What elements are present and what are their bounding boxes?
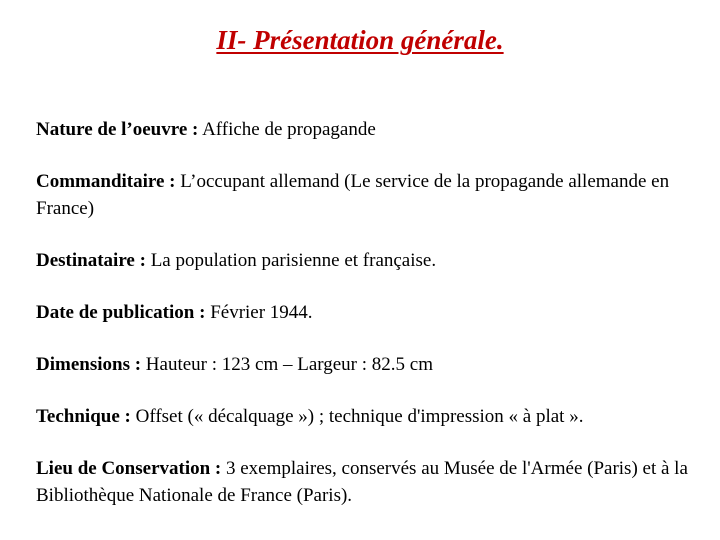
info-item-nature [36, 116, 696, 143]
info-value: Offset (« décalquage ») ; technique d'impression « à plat ». [135, 406, 584, 427]
info-value: Février 1944. [210, 302, 313, 323]
info-item-date [36, 299, 696, 326]
info-label: Commanditaire : [36, 171, 176, 192]
page-title: II- Présentation générale. [216, 25, 504, 55]
info-item-conservation [36, 455, 696, 509]
info-item-dimensions [36, 351, 696, 378]
info-item-commanditaire [36, 168, 696, 222]
info-value: Affiche de propagande [202, 119, 376, 140]
info-item-destinataire [36, 247, 696, 274]
info-label: Dimensions : [36, 354, 142, 375]
info-list [36, 116, 696, 534]
info-item-technique [36, 403, 696, 430]
info-value: 3 exemplaires, conservés au Musée de l'Armée (Paris) et à la Bibliothèque Nationale de France (Paris). [36, 458, 688, 506]
info-label: Technique : [36, 406, 131, 427]
info-label: Destinataire : [36, 250, 146, 271]
info-label: Lieu de Conservation : [36, 458, 222, 479]
info-value: La population parisienne et française. [150, 250, 437, 271]
info-label: Date de publication : [36, 302, 206, 323]
info-label: Nature de l’oeuvre : [36, 119, 199, 140]
info-value: Hauteur : 123 cm – Largeur : 82.5 cm [145, 354, 434, 375]
info-value: L’occupant allemand (Le service de la propagande allemande en France) [36, 171, 670, 219]
